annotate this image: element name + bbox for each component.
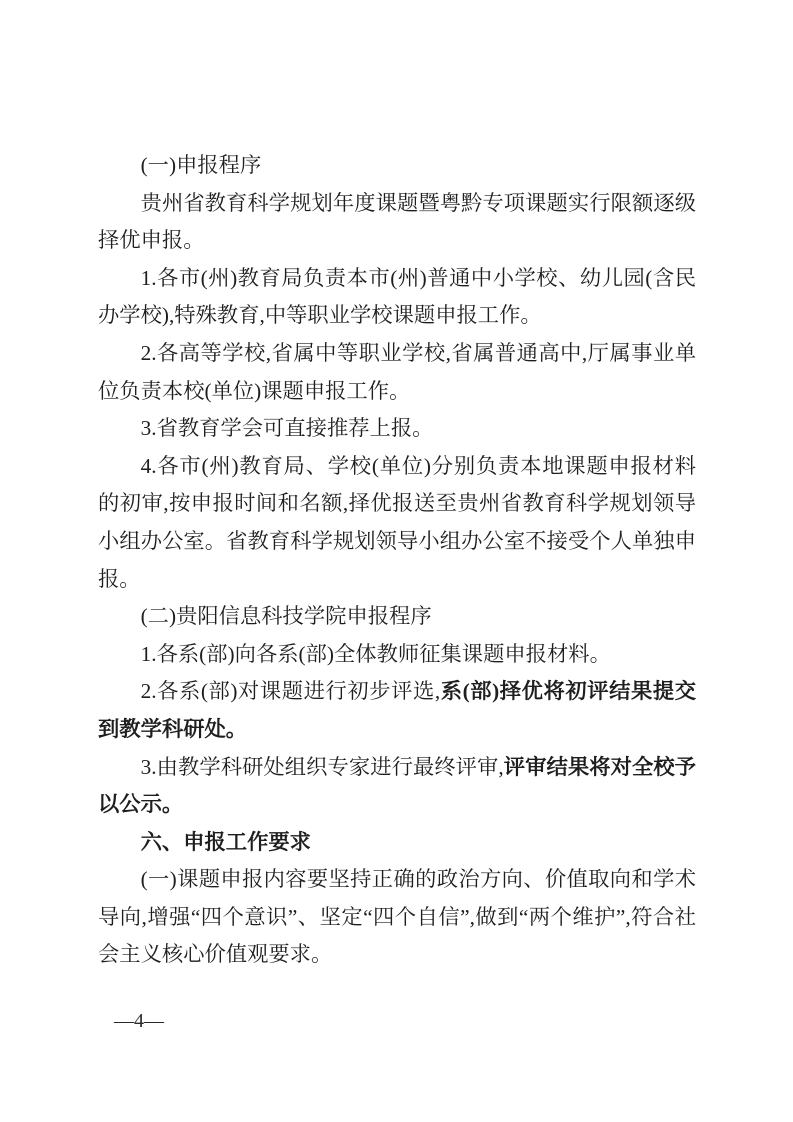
text-segment: 系(部)择优将初评结果提交到教学科研处。 bbox=[98, 679, 697, 741]
text-segment: 2.各高等学校,省属中等职业学校,省属普通高中,厅属事业单位负责本校(单位)课题申报工作。 bbox=[98, 340, 696, 403]
sub-heading bbox=[98, 598, 696, 636]
body-paragraph bbox=[98, 749, 696, 824]
text-segment: 评审结果将对全校予以公示。 bbox=[98, 754, 696, 817]
body-paragraph bbox=[98, 335, 696, 410]
text-segment: (一)课题申报内容要坚持正确的政治方向、价值取向和学术导向,增强“四个意识”、坚定“四个自信”,做到“两个维护”,符合社会主义核心价值观要求。 bbox=[98, 867, 696, 967]
body-paragraph bbox=[98, 260, 696, 335]
text-segment: (二)贵阳信息科技学院申报程序 bbox=[140, 604, 432, 629]
section-heading bbox=[98, 824, 696, 862]
text-segment: 六、申报工作要求 bbox=[140, 829, 311, 854]
body-paragraph bbox=[98, 448, 696, 598]
text-segment: (一)申报程序 bbox=[140, 153, 262, 177]
body-paragraph bbox=[98, 673, 696, 748]
text-segment: 3.省教育学会可直接推荐上报。 bbox=[140, 416, 434, 441]
page-number: —4— bbox=[114, 1010, 164, 1032]
document-content bbox=[98, 147, 696, 974]
body-paragraph bbox=[98, 185, 696, 260]
sub-heading bbox=[98, 147, 696, 185]
text-segment: 4.各市(州)教育局、学校(单位)分别负责本地课题申报材料的初审,按申报时间和名额,择优报送至贵州省教育科学规划领导小组办公室。省教育科学规划领导小组办公室不接受个人单独申报。 bbox=[98, 453, 696, 591]
body-paragraph bbox=[98, 861, 696, 974]
body-paragraph bbox=[98, 410, 696, 448]
text-segment: 3.由教学科研处组织专家进行最终评审, bbox=[140, 754, 504, 779]
text-segment: 2.各系(部)对课题进行初步评选, bbox=[140, 679, 441, 704]
text-segment: 1.各市(州)教育局负责本市(州)普通中小学校、幼儿园(含民办学校),特殊教育,中等职业学校课题申报工作。 bbox=[98, 265, 696, 328]
text-segment: 贵州省教育科学规划年度课题暨粤黔专项课题实行限额逐级择优申报。 bbox=[98, 190, 696, 253]
body-paragraph bbox=[98, 636, 696, 674]
text-segment: 1.各系(部)向各系(部)全体教师征集课题申报材料。 bbox=[140, 641, 611, 666]
